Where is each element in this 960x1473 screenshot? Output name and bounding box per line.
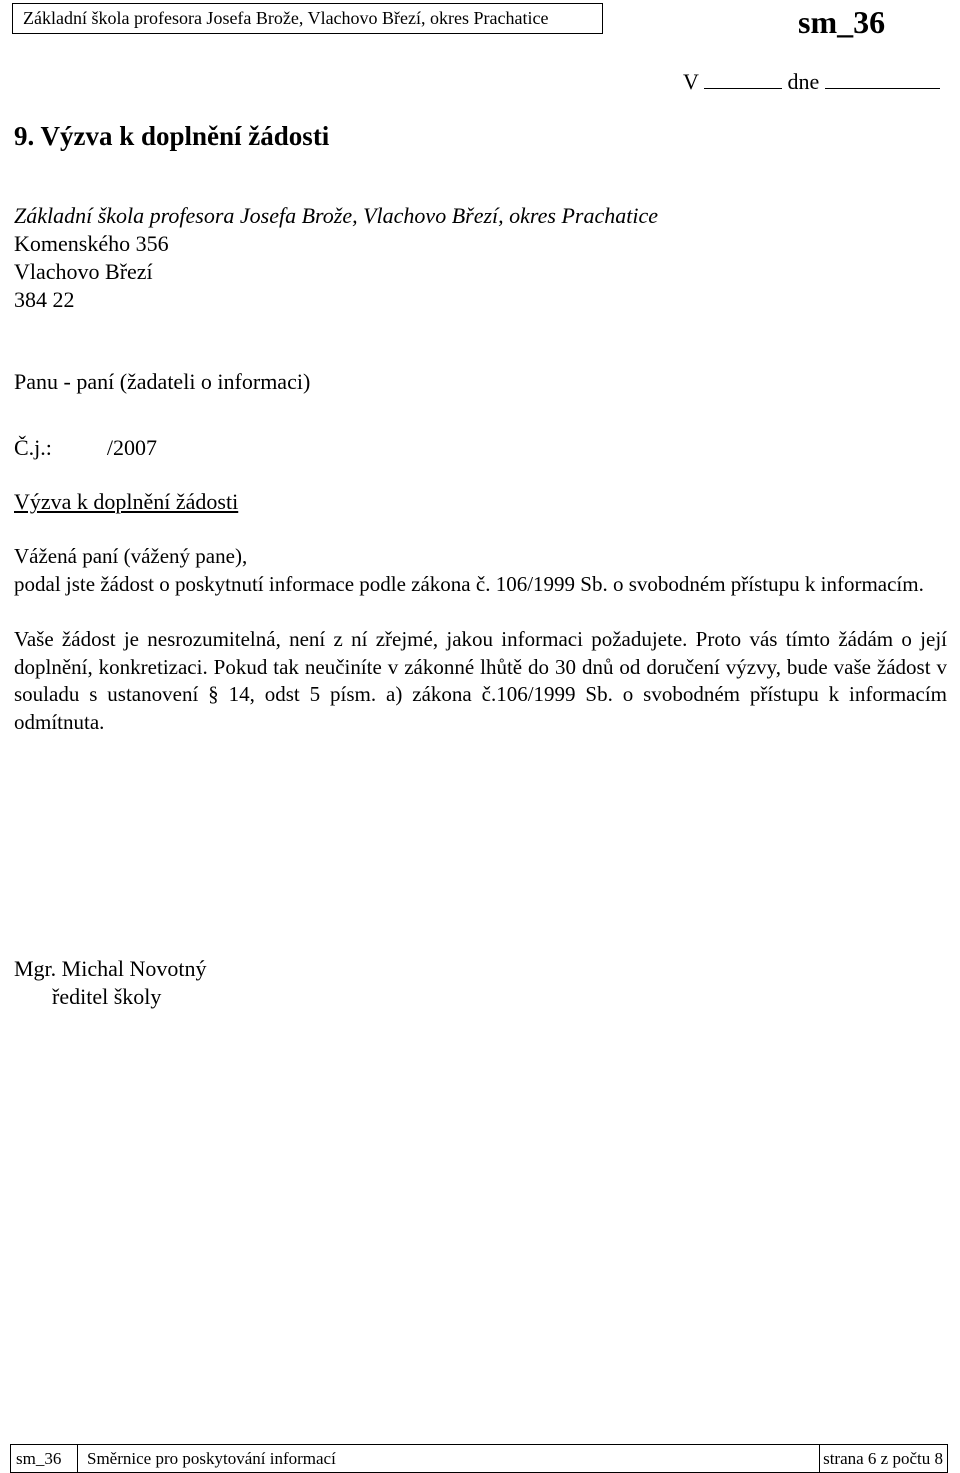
section-title: 9. Výzva k doplnění žádosti bbox=[14, 121, 330, 151]
reference-label: Č.j.: bbox=[14, 435, 52, 460]
footer-divider-right bbox=[819, 1445, 820, 1472]
document-code: sm_36 bbox=[798, 4, 886, 40]
sender-name: Základní škola profesora Josefa Brože, Vlachovo Březí, okres Prachatice bbox=[14, 203, 658, 228]
reference-number bbox=[14, 434, 157, 462]
date-blank-1 bbox=[704, 68, 782, 89]
salutation: Vážená paní (vážený pane), bbox=[14, 544, 248, 568]
letter-title: Výzva k doplnění žádosti bbox=[14, 489, 239, 514]
recipient: Panu - paní (žadateli o informaci) bbox=[14, 369, 311, 394]
date-line bbox=[683, 68, 940, 96]
sender-zip: 384 22 bbox=[14, 287, 75, 312]
footer-title: Směrnice pro poskytování informací bbox=[87, 1449, 336, 1468]
paragraph-1: podal jste žádost o poskytnutí informace podle zákona č. 106/1999 Sb. o svobodném přístupu k informacím. bbox=[14, 572, 924, 596]
footer-code: sm_36 bbox=[16, 1449, 62, 1468]
signature-name: Mgr. Michal Novotný bbox=[14, 956, 207, 981]
paragraph-2: Vaše žádost je nesrozumitelná, není z ní zřejmé, jakou informaci požadujete. Proto vás tímto žádám o její doplnění, konkretizaci. Pokud tak neučiníte v zákonné lhůtě do 30 dnů od doručení výzvy, bude vaše žádost v souladu s ustanovení § 14, odst 5 písm. a) zákona č.106/1999 Sb. o svobodném přístupu k informacím odmítnuta. bbox=[14, 627, 947, 734]
sender-street: Komenského 356 bbox=[14, 231, 169, 256]
date-mid: dne bbox=[787, 69, 820, 94]
header-school-name bbox=[12, 3, 603, 34]
date-prefix: V bbox=[683, 69, 699, 94]
date-blank-2 bbox=[825, 68, 940, 89]
footer bbox=[10, 1444, 948, 1473]
reference-value: /2007 bbox=[106, 435, 158, 460]
header-school-name-text: Základní škola profesora Josefa Brože, Vlachovo Březí, okres Prachatice bbox=[23, 8, 549, 28]
sender-city: Vlachovo Březí bbox=[14, 259, 153, 284]
footer-page: strana 6 z počtu 8 bbox=[823, 1449, 943, 1468]
signature-role: ředitel školy bbox=[52, 984, 162, 1009]
